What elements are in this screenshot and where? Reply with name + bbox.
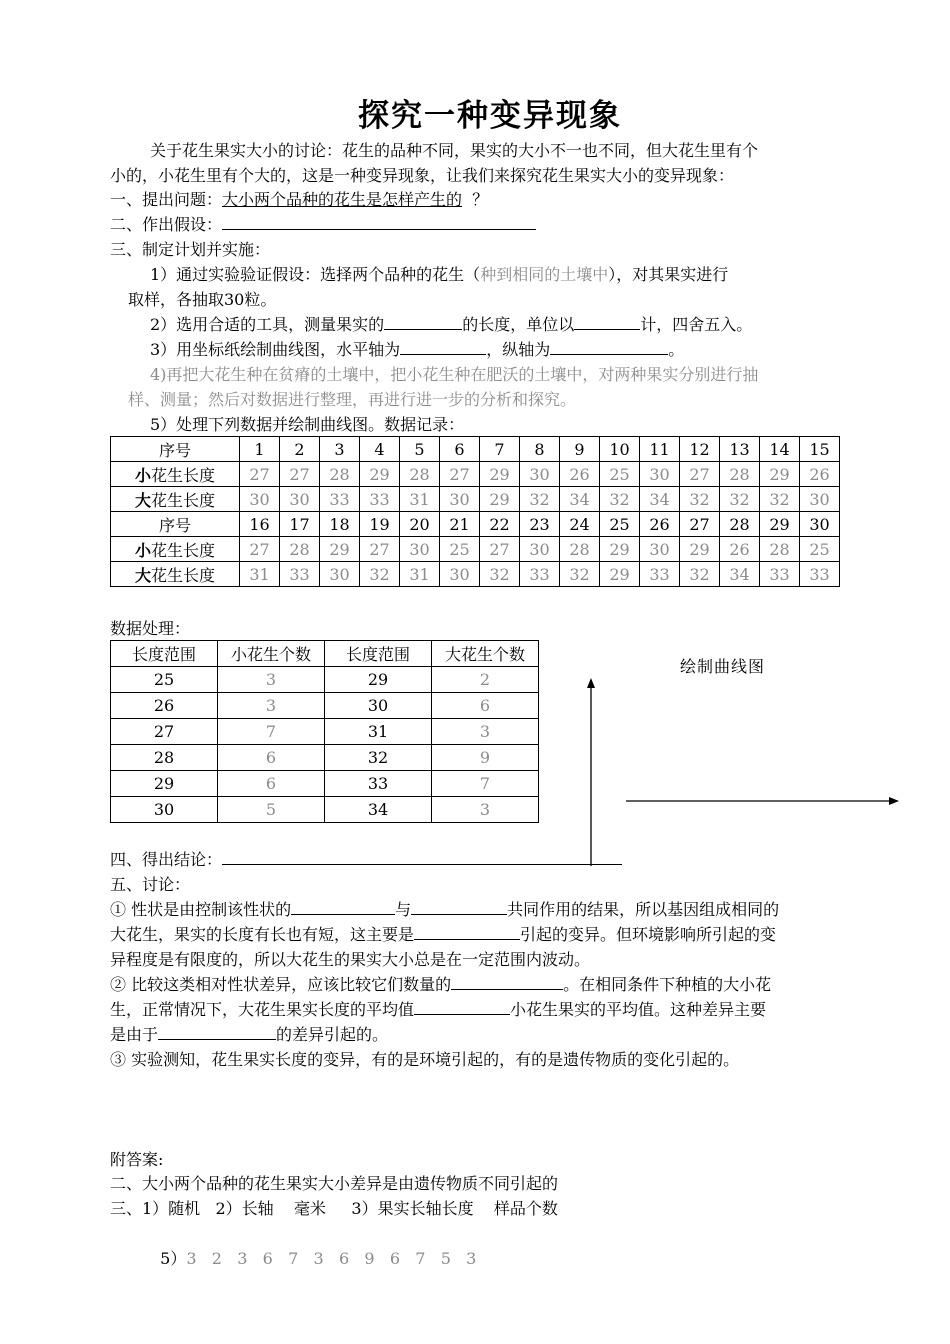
- x-axis-arrow-icon: [889, 797, 899, 805]
- small-label: [111, 537, 240, 562]
- table-cell: 30: [800, 512, 840, 537]
- table-row: [111, 562, 840, 587]
- table-cell: 32: [680, 562, 720, 587]
- table-cell: 32: [720, 487, 760, 512]
- table-cell: 32: [760, 487, 800, 512]
- table-cell: 12: [680, 437, 720, 462]
- table-cell: 3: [432, 719, 539, 745]
- table-cell: 7: [480, 437, 520, 462]
- table-cell: 32: [520, 487, 560, 512]
- table-row: [111, 693, 539, 719]
- discussion-2-line-1: [110, 972, 771, 997]
- table-cell: 34: [720, 562, 760, 587]
- table-cell: 32: [680, 487, 720, 512]
- intro-line-1: 关于花生果实大小的讨论：花生的品种不同，果实的大小不一也不同，但大花生里有个: [150, 141, 759, 160]
- table-cell: 13: [720, 437, 760, 462]
- d1-blank-1[interactable]: [291, 898, 395, 915]
- table-cell: 22: [480, 512, 520, 537]
- table-cell: 8: [520, 437, 560, 462]
- table-cell: 33: [360, 487, 400, 512]
- table-cell: 31: [325, 719, 432, 745]
- table-cell: 17: [280, 512, 320, 537]
- graph-label: 绘制曲线图: [680, 657, 766, 676]
- measure-part-blank[interactable]: [384, 313, 462, 330]
- plan-step-2-text-a: 2）选用合适的工具，测量果实的: [150, 315, 385, 334]
- d2-blank-1[interactable]: [451, 973, 563, 990]
- d2-text-e: 是由于: [110, 1025, 159, 1044]
- table-row: [111, 719, 539, 745]
- table-cell: 26: [720, 537, 760, 562]
- plan-step-2-text-c: 计，四舍五入。: [640, 315, 753, 334]
- table-cell: 34: [560, 487, 600, 512]
- table-cell: 2: [280, 437, 320, 462]
- d1-text-c: 共同作用的结果，所以基因组成相同的: [507, 900, 780, 919]
- discussion-1-line-3: 异程度是有限度的，所以大花生的果实大小总是在一定范围内波动。: [110, 950, 591, 969]
- table-cell: 28: [111, 745, 218, 771]
- table-cell: 30: [280, 487, 320, 512]
- table-cell: 25: [600, 512, 640, 537]
- answer-5-values: 3 2 3 6 7 3 6 9 6 7 5 3: [186, 1249, 477, 1268]
- table-cell: 3: [218, 667, 325, 693]
- table-cell: 26: [800, 462, 840, 487]
- discussion-2-line-3: [110, 1022, 388, 1047]
- hypothesis-blank[interactable]: [222, 213, 536, 230]
- table-cell: 27: [680, 512, 720, 537]
- d2-text-f: 的差异引起的。: [276, 1025, 389, 1044]
- small-label-bold: 小: [134, 465, 151, 485]
- small-label: [111, 462, 240, 487]
- question-text: 大小两个品种的花生是怎样产生的: [222, 190, 463, 209]
- large-label-rest: 花生长度: [151, 565, 216, 585]
- table-cell: 30: [320, 562, 360, 587]
- table-cell: 11: [640, 437, 680, 462]
- d2-text-d: 小花生果实的平均值。这种差异主要: [510, 1000, 767, 1019]
- plan-step-4-line-1: 4)再把大花生种在贫瘠的土壤中，把小花生种在肥沃的土壤中，对两种果实分别进行抽: [150, 365, 759, 384]
- table-cell: 1: [240, 437, 280, 462]
- table-cell: 2: [432, 667, 539, 693]
- large-label: [111, 487, 240, 512]
- answer-2: 二、大小两个品种的花生果实大小差异是由遗传物质不同引起的: [110, 1174, 559, 1193]
- d2-blank-2[interactable]: [414, 998, 510, 1015]
- table-cell: 24: [560, 512, 600, 537]
- table-cell: 30: [400, 537, 440, 562]
- answers-label: 附答案:: [110, 1150, 164, 1169]
- table-row: [111, 462, 840, 487]
- d1-text-e: 引起的变异。但环境影响所引起的变: [520, 925, 777, 944]
- table-cell: 33: [760, 562, 800, 587]
- x-axis-blank[interactable]: [400, 338, 486, 355]
- table-cell: 31: [400, 562, 440, 587]
- table-cell: 25: [600, 462, 640, 487]
- table-cell: 29: [760, 512, 800, 537]
- table-cell: 33: [320, 487, 360, 512]
- intro-line-2: 小的，小花生里有个大的，这是一种变异现象，让我们来探究花生果实大小的变异现象：: [110, 166, 735, 185]
- plan-step-3-text-c: 。: [668, 340, 685, 359]
- table-cell: 30: [440, 562, 480, 587]
- table-cell: 27: [240, 462, 280, 487]
- table-cell: 25: [440, 537, 480, 562]
- table-cell: 30: [440, 487, 480, 512]
- column-header: 长度范围: [325, 641, 432, 667]
- d2-text-b: 。在相同条件下种植的大小花: [563, 975, 772, 994]
- table-cell: 32: [360, 562, 400, 587]
- table-cell: 30: [520, 537, 560, 562]
- table-cell: 28: [760, 537, 800, 562]
- plan-step-3-text-a: 3）用坐标纸绘制曲线图，水平轴为: [150, 340, 401, 359]
- table-row: [111, 487, 840, 512]
- table-cell: 33: [280, 562, 320, 587]
- table-cell: 30: [640, 537, 680, 562]
- plan-step-2-text-b: 的长度，单位以: [462, 315, 575, 334]
- table-cell: 27: [240, 537, 280, 562]
- plan-step-1-text-a: 1）通过实验验证假设：选择两个品种的花生（: [150, 265, 481, 284]
- index-header: 序号: [111, 512, 240, 537]
- table-cell: 21: [440, 512, 480, 537]
- table-cell: 28: [280, 537, 320, 562]
- discussion-2-line-2: [110, 997, 766, 1022]
- y-axis-arrow-icon: [587, 678, 595, 688]
- table-cell: 6: [218, 745, 325, 771]
- plan-step-1-gray: 种到相同的土壤中: [480, 265, 609, 284]
- table-cell: 7: [218, 719, 325, 745]
- conclusion-blank[interactable]: [222, 848, 622, 865]
- table-cell: 19: [360, 512, 400, 537]
- table-row: [111, 537, 840, 562]
- table-cell: 23: [520, 512, 560, 537]
- table-cell: 5: [400, 437, 440, 462]
- table-cell: 30: [800, 487, 840, 512]
- small-label-bold: 小: [134, 540, 151, 560]
- table-cell: 27: [480, 537, 520, 562]
- data-record-table: [110, 436, 840, 587]
- table-cell: 25: [111, 667, 218, 693]
- section-1: [110, 187, 488, 212]
- table-cell: 6: [218, 771, 325, 797]
- answer-3: 三、1）随机 2）长轴 毫米 3）果实长轴长度 样品个数: [110, 1199, 558, 1218]
- table-cell: 25: [800, 537, 840, 562]
- table-cell: 32: [325, 745, 432, 771]
- table-cell: 27: [440, 462, 480, 487]
- table-cell: 28: [560, 537, 600, 562]
- large-label-rest: 花生长度: [151, 490, 216, 510]
- column-header: 大花生个数: [432, 641, 539, 667]
- d1-text-d: 大花生，果实的长度有长也有短，这主要是: [110, 925, 415, 944]
- plan-step-1-cont: 取样，各抽取30粒。: [128, 290, 277, 309]
- table-cell: 29: [320, 537, 360, 562]
- plan-step-4-line-2: 样、测量；然后对数据进行整理，再进行进一步的分析和探究。: [128, 390, 577, 409]
- answer-5: [150, 1221, 476, 1271]
- table-cell: 31: [240, 562, 280, 587]
- table-cell: 14: [760, 437, 800, 462]
- table-cell: 4: [360, 437, 400, 462]
- graph-axes: [580, 675, 910, 870]
- table-cell: 33: [520, 562, 560, 587]
- small-label-rest: 花生长度: [151, 540, 216, 560]
- table-cell: 28: [320, 462, 360, 487]
- d2-text-a: ② 比较这类相对性状差异，应该比较它们数量的: [110, 975, 452, 994]
- table-row: [111, 771, 539, 797]
- table-cell: 34: [325, 797, 432, 823]
- index-header: 序号: [111, 437, 240, 462]
- table-row: [111, 797, 539, 823]
- table-cell: 32: [480, 562, 520, 587]
- section-2: [110, 212, 536, 237]
- d1-blank-3[interactable]: [414, 923, 520, 940]
- table-cell: 28: [400, 462, 440, 487]
- table-cell: 29: [111, 771, 218, 797]
- table-cell: 7: [432, 771, 539, 797]
- table-cell: 30: [325, 693, 432, 719]
- table-cell: 3: [432, 797, 539, 823]
- d2-blank-3[interactable]: [158, 1023, 276, 1040]
- table-cell: 32: [560, 562, 600, 587]
- table-cell: 30: [520, 462, 560, 487]
- table-cell: 20: [400, 512, 440, 537]
- processing-table: [110, 640, 539, 823]
- small-label-rest: 花生长度: [151, 465, 216, 485]
- table-cell: 27: [280, 462, 320, 487]
- section-5-label: 五、讨论：: [110, 875, 191, 894]
- table-cell: 29: [480, 487, 520, 512]
- large-label: [111, 562, 240, 587]
- section-4-label: 四、得出结论：: [110, 850, 223, 869]
- plan-step-5: 5）处理下列数据并绘制曲线图。数据记录：: [150, 415, 465, 434]
- d1-text-a: ① 性状是由控制该性状的: [110, 900, 292, 919]
- page-title: 探究一种变异现象: [358, 98, 622, 134]
- discussion-1-line-1: [110, 897, 779, 922]
- table-cell: 28: [720, 462, 760, 487]
- table-cell: 30: [111, 797, 218, 823]
- processing-label: 数据处理：: [110, 619, 191, 638]
- plan-step-2: [150, 312, 752, 337]
- plan-step-1: [150, 262, 728, 287]
- unit-blank[interactable]: [574, 313, 640, 330]
- table-cell: 29: [360, 462, 400, 487]
- table-row: [111, 641, 539, 667]
- table-cell: 26: [640, 512, 680, 537]
- table-cell: 29: [680, 537, 720, 562]
- table-cell: 16: [240, 512, 280, 537]
- question-mark: ？: [472, 190, 489, 209]
- section-3-label: 三、制定计划并实施：: [110, 240, 271, 259]
- table-cell: 29: [325, 667, 432, 693]
- table-cell: 6: [440, 437, 480, 462]
- table-row: [111, 512, 840, 537]
- table-row: [111, 667, 539, 693]
- plan-step-3-text-b: ，纵轴为: [486, 340, 551, 359]
- table-cell: 27: [680, 462, 720, 487]
- discussion-3: ③ 实验测知，花生果实长度的变异，有的是环境引起的，有的是遗传物质的变化引起的。: [110, 1050, 740, 1069]
- table-cell: 26: [111, 693, 218, 719]
- table-cell: 28: [720, 512, 760, 537]
- d1-text-b: 与: [395, 900, 412, 919]
- large-label-bold: 大: [134, 565, 151, 585]
- table-cell: 30: [240, 487, 280, 512]
- table-cell: 33: [800, 562, 840, 587]
- table-cell: 34: [640, 487, 680, 512]
- table-cell: 10: [600, 437, 640, 462]
- plan-step-1-text-b: ），对其果实进行: [608, 265, 729, 284]
- column-header: 长度范围: [111, 641, 218, 667]
- y-axis-blank[interactable]: [550, 338, 668, 355]
- table-cell: 33: [640, 562, 680, 587]
- discussion-1-line-2: [110, 922, 776, 947]
- table-cell: 3: [218, 693, 325, 719]
- table-cell: 9: [432, 745, 539, 771]
- table-cell: 18: [320, 512, 360, 537]
- table-cell: 6: [432, 693, 539, 719]
- section-4: [110, 847, 622, 872]
- table-cell: 29: [600, 537, 640, 562]
- table-cell: 29: [600, 562, 640, 587]
- d1-blank-2[interactable]: [411, 898, 507, 915]
- table-cell: 26: [560, 462, 600, 487]
- table-cell: 27: [360, 537, 400, 562]
- table-row: [111, 745, 539, 771]
- large-label-bold: 大: [134, 490, 151, 510]
- table-cell: 9: [560, 437, 600, 462]
- table-cell: 27: [111, 719, 218, 745]
- table-row: [111, 437, 840, 462]
- table-cell: 30: [640, 462, 680, 487]
- table-cell: 32: [600, 487, 640, 512]
- section-2-label: 二、作出假设：: [110, 215, 223, 234]
- table-cell: 31: [400, 487, 440, 512]
- column-header: 小花生个数: [218, 641, 325, 667]
- table-cell: 3: [320, 437, 360, 462]
- answer-5-label: 5）: [160, 1249, 187, 1268]
- table-cell: 29: [760, 462, 800, 487]
- table-cell: 33: [325, 771, 432, 797]
- plan-step-3: [150, 337, 684, 362]
- section-1-label: 一、提出问题：: [110, 190, 223, 209]
- table-cell: 5: [218, 797, 325, 823]
- d2-text-c: 生，正常情况下，大花生果实长度的平均值: [110, 1000, 415, 1019]
- table-cell: 29: [480, 462, 520, 487]
- table-cell: 15: [800, 437, 840, 462]
